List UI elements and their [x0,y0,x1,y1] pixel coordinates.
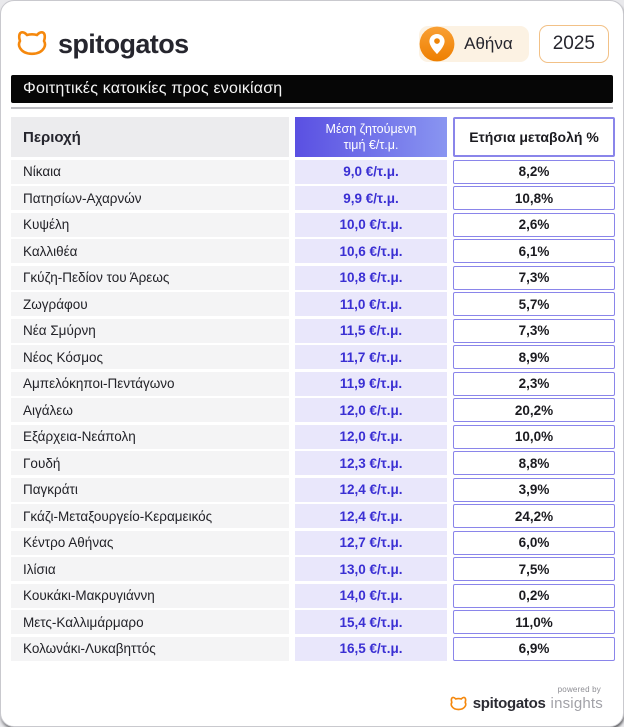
price-cell: 9,9 €/τ.μ. [295,186,447,210]
area-cell: Καλλιθέα [11,239,289,263]
area-cell: Κυψέλη [11,213,289,237]
price-cell: 11,9 €/τ.μ. [295,372,447,396]
title-bar [11,75,613,103]
table-row [11,319,613,343]
table-row [11,186,613,210]
area-cell: Ιλίσια [11,557,289,581]
column-header-price [295,117,447,157]
powered-by-label: powered by [557,685,601,694]
change-cell: 2,3% [453,372,615,396]
area-cell: Παγκράτι [11,478,289,502]
area-cell: Αμπελόκηποι-Πεντάγωνο [11,372,289,396]
location-label: Αθήνα [464,34,513,53]
change-cell: 0,2% [453,584,615,608]
price-cell: 9,0 €/τ.μ. [295,160,447,184]
table-row [11,557,613,581]
area-cell: Εξάρχεια-Νεάπολη [11,425,289,449]
area-cell: Νίκαια [11,160,289,184]
price-cell: 11,0 €/τ.μ. [295,292,447,316]
area-cell: Γουδή [11,451,289,475]
area-cell: Γκάζι-Μεταξουργείο-Κεραμεικός [11,504,289,528]
change-cell: 2,6% [453,213,615,237]
table-row [11,160,613,184]
change-cell: 6,1% [453,239,615,263]
table-row [11,398,613,422]
change-cell: 20,2% [453,398,615,422]
brand-logo [15,29,189,60]
change-cell: 7,5% [453,557,615,581]
area-cell: Μετς-Καλλιμάρμαρο [11,610,289,634]
price-cell: 15,4 €/τ.μ. [295,610,447,634]
year-badge: 2025 [539,25,609,63]
price-cell: 12,7 €/τ.μ. [295,531,447,555]
change-cell: 11,0% [453,610,615,634]
top-header [1,1,623,71]
price-cell: 12,3 €/τ.μ. [295,451,447,475]
column-header-price-line1: Μέση ζητούμενη [325,121,417,136]
price-cell: 14,0 €/τ.μ. [295,584,447,608]
table-row [11,292,613,316]
footer [449,685,603,712]
price-cell: 16,5 €/τ.μ. [295,637,447,661]
change-cell: 7,3% [453,319,615,343]
change-cell: 8,9% [453,345,615,369]
area-cell: Γκύζη-Πεδίον του Άρεως [11,266,289,290]
location-badge [419,26,529,62]
price-cell: 13,0 €/τ.μ. [295,557,447,581]
area-cell: Νέος Κόσμος [11,345,289,369]
change-cell: 10,8% [453,186,615,210]
change-cell: 3,9% [453,478,615,502]
area-cell: Κέντρο Αθήνας [11,531,289,555]
footer-brand [449,695,603,712]
area-cell: Ζωγράφου [11,292,289,316]
table-row [11,345,613,369]
area-cell: Πατησίων-Αχαρνών [11,186,289,210]
table-row [11,451,613,475]
change-cell: 5,7% [453,292,615,316]
title-divider [11,107,613,109]
cat-logo-icon-small [449,696,468,712]
table-row [11,213,613,237]
change-cell: 6,0% [453,531,615,555]
table-row [11,372,613,396]
table-row [11,266,613,290]
data-table [11,117,613,661]
column-header-area: Περιοχή [11,117,289,157]
change-cell: 7,3% [453,266,615,290]
table-header-row [11,117,613,157]
price-cell: 11,5 €/τ.μ. [295,319,447,343]
footer-brand-suffix: insights [550,695,603,712]
price-cell: 12,0 €/τ.μ. [295,398,447,422]
location-pin-icon [418,25,456,63]
table-row [11,584,613,608]
change-cell: 10,0% [453,425,615,449]
table-row [11,610,613,634]
area-cell: Νέα Σμύρνη [11,319,289,343]
area-cell: Αιγάλεω [11,398,289,422]
price-cell: 12,4 €/τ.μ. [295,478,447,502]
column-header-price-line2: τιμή €/τ.μ. [343,138,399,152]
price-cell: 11,7 €/τ.μ. [295,345,447,369]
area-cell: Κουκάκι-Μακρυγιάννη [11,584,289,608]
table-row [11,531,613,555]
brand-name: spitogatos [58,28,189,59]
change-cell: 8,8% [453,451,615,475]
table-row [11,504,613,528]
table-row [11,478,613,502]
change-cell: 24,2% [453,504,615,528]
column-header-change: Ετήσια μεταβολή % [453,117,615,157]
price-cell: 12,0 €/τ.μ. [295,425,447,449]
price-cell: 12,4 €/τ.μ. [295,504,447,528]
table-row [11,637,613,661]
price-cell: 10,8 €/τ.μ. [295,266,447,290]
change-cell: 8,2% [453,160,615,184]
table-row [11,425,613,449]
cat-logo-icon [15,30,49,58]
price-cell: 10,0 €/τ.μ. [295,213,447,237]
footer-brand-name: spitogatos [472,695,546,712]
table-row [11,239,613,263]
price-cell: 10,6 €/τ.μ. [295,239,447,263]
page-title: Φοιτητικές κατοικίες προς ενοικίαση [23,80,283,97]
table-body [11,160,613,661]
header-right [419,25,609,63]
area-cell: Κολωνάκι-Λυκαβηττός [11,637,289,661]
change-cell: 6,9% [453,637,615,661]
